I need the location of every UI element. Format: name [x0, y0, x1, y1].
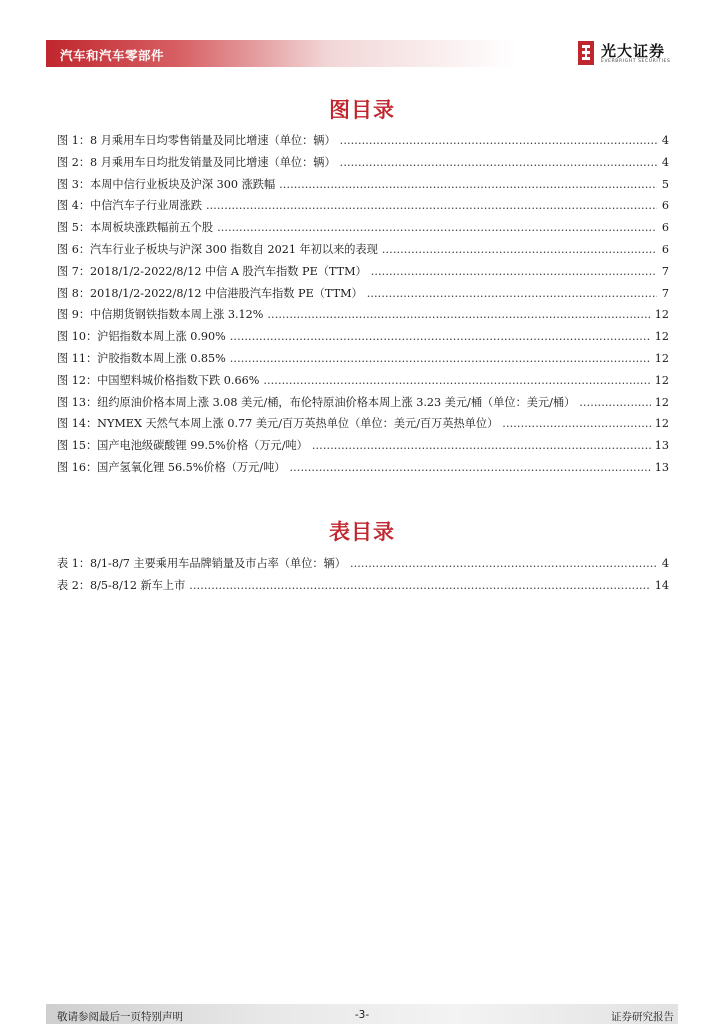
dot-leader — [267, 308, 650, 321]
figure-toc-entry-label: 图 11：沪胶指数本周上涨 0.85% — [57, 351, 226, 365]
company-logo — [577, 40, 677, 68]
figure-toc-entry-page-number: 6 — [661, 242, 669, 256]
dot-leader — [189, 579, 650, 592]
dot-leader — [230, 352, 651, 365]
everbright-logo-icon — [577, 40, 595, 66]
figure-toc-entry-label: 图 16：国产氢氧化锂 56.5%价格（万元/吨） — [57, 460, 286, 474]
dot-leader — [230, 330, 651, 343]
figure-toc-entry[interactable] — [57, 350, 669, 372]
figure-toc-entry[interactable] — [57, 285, 669, 307]
figure-toc-entry-page-number: 12 — [654, 308, 669, 322]
figure-toc-entry-label: 图 7：2018/1/2-2022/8/12 中信 A 股汽车指数 PE（TTM） — [57, 264, 367, 278]
figure-toc-entry-label: 图 10：沪铝指数本周上涨 0.90% — [57, 330, 226, 344]
figure-toc-entry-page-number: 12 — [654, 351, 669, 365]
figure-toc-entry[interactable] — [57, 154, 669, 176]
figure-toc-entry[interactable] — [57, 306, 669, 328]
figure-toc-entry[interactable] — [57, 459, 669, 481]
figure-toc-entry-page-number: 13 — [654, 460, 669, 474]
table-toc-entry[interactable] — [57, 555, 669, 577]
figure-toc-entry-page-number: 6 — [661, 221, 669, 235]
dot-leader — [263, 374, 650, 387]
figure-toc-entry-label: 图 3：本周中信行业板块及沪深 300 涨跌幅 — [57, 177, 276, 191]
figure-toc-entry-page-number: 12 — [654, 373, 669, 387]
figure-toc-entry-label: 图 13：纽约原油价格本周上涨 3.08 美元/桶，布伦特原油价格本周上涨 3.23 美元/桶（单位：美元/桶） — [57, 395, 576, 409]
logo-english-name: EVERBRIGHT SECURITIES — [601, 59, 671, 64]
dot-leader — [279, 178, 657, 191]
footer-report-type: 证券研究报告 — [611, 1011, 674, 1023]
page-number: -3- — [354, 1009, 370, 1021]
figure-list — [57, 132, 669, 481]
figure-toc-entry[interactable] — [57, 394, 669, 416]
footer-disclaimer: 敬请参阅最后一页特别声明 — [57, 1011, 183, 1023]
dot-leader — [312, 439, 651, 452]
dot-leader — [382, 243, 657, 256]
figure-toc-entry[interactable] — [57, 372, 669, 394]
figure-toc-entry[interactable] — [57, 132, 669, 154]
figure-toc-entry[interactable] — [57, 263, 669, 285]
figure-toc-entry[interactable] — [57, 437, 669, 459]
dot-leader — [350, 557, 657, 570]
table-toc-entry-page-number: 14 — [654, 578, 669, 592]
figure-toc-entry-label: 图 2：8 月乘用车日均批发销量及同比增速（单位：辆） — [57, 155, 336, 169]
figure-list-title: 图目录 — [329, 98, 395, 122]
figure-toc-entry-page-number: 4 — [661, 134, 669, 147]
figure-toc-entry-label: 图 8：2018/1/2-2022/8/12 中信港股汽车指数 PE（TTM） — [57, 286, 363, 300]
figure-toc-entry-label: 图 4：中信汽车子行业周涨跌 — [57, 199, 202, 213]
dot-leader — [289, 461, 650, 474]
figure-toc-entry[interactable] — [57, 219, 669, 241]
figure-toc-entry-page-number: 12 — [654, 417, 669, 431]
dot-leader — [206, 199, 657, 212]
dot-leader — [579, 396, 650, 409]
figure-toc-entry-label: 图 12：中国塑料城价格指数下跌 0.66% — [57, 373, 260, 387]
figure-toc-entry[interactable] — [57, 241, 669, 263]
figure-toc-entry[interactable] — [57, 197, 669, 219]
table-list — [57, 555, 669, 599]
figure-toc-entry-label: 图 1：8 月乘用车日均零售销量及同比增速（单位：辆） — [57, 134, 336, 147]
figure-toc-entry-page-number: 7 — [661, 264, 669, 278]
figure-toc-entry-page-number: 5 — [661, 177, 669, 191]
dot-leader — [502, 417, 650, 430]
dot-leader — [340, 134, 657, 147]
figure-toc-entry-page-number: 7 — [661, 286, 669, 300]
figure-toc-entry[interactable] — [57, 176, 669, 198]
dot-leader — [367, 287, 657, 300]
figure-toc-entry-label: 图 6：汽车行业子板块与沪深 300 指数自 2021 年初以来的表现 — [57, 242, 378, 256]
figure-toc-entry-label: 图 14：NYMEX 天然气本周上涨 0.77 美元/百万英热单位（单位：美元/百万英热单位） — [57, 417, 499, 431]
table-toc-entry-label: 表 2：8/5-8/12 新车上市 — [57, 578, 186, 592]
table-toc-entry[interactable] — [57, 577, 669, 599]
header-section-title: 汽车和汽车零部件 — [60, 48, 165, 63]
dot-leader — [371, 265, 657, 278]
figure-toc-entry[interactable] — [57, 328, 669, 350]
figure-toc-entry-label: 图 5：本周板块涨跌幅前五个股 — [57, 221, 214, 235]
figure-toc-entry-page-number: 13 — [654, 439, 669, 453]
figure-toc-entry-page-number: 4 — [661, 155, 669, 169]
figure-toc-entry-label: 图 9：中信期货钢铁指数本周上涨 3.12% — [57, 308, 264, 322]
figure-toc-entry[interactable] — [57, 415, 669, 437]
figure-toc-entry-label: 图 15：国产电池级碳酸锂 99.5%价格（万元/吨） — [57, 439, 308, 453]
table-toc-entry-label: 表 1：8/1-8/7 主要乘用车品牌销量及市占率（单位：辆） — [57, 557, 346, 570]
dot-leader — [217, 221, 657, 234]
figure-toc-entry-page-number: 12 — [654, 395, 669, 409]
dot-leader — [340, 156, 657, 169]
table-toc-entry-page-number: 4 — [661, 557, 669, 570]
logo-chinese-name: 光大证券 — [601, 42, 666, 60]
figure-toc-entry-page-number: 6 — [661, 199, 669, 213]
table-list-title: 表目录 — [329, 520, 395, 544]
figure-toc-entry-page-number: 12 — [654, 330, 669, 344]
